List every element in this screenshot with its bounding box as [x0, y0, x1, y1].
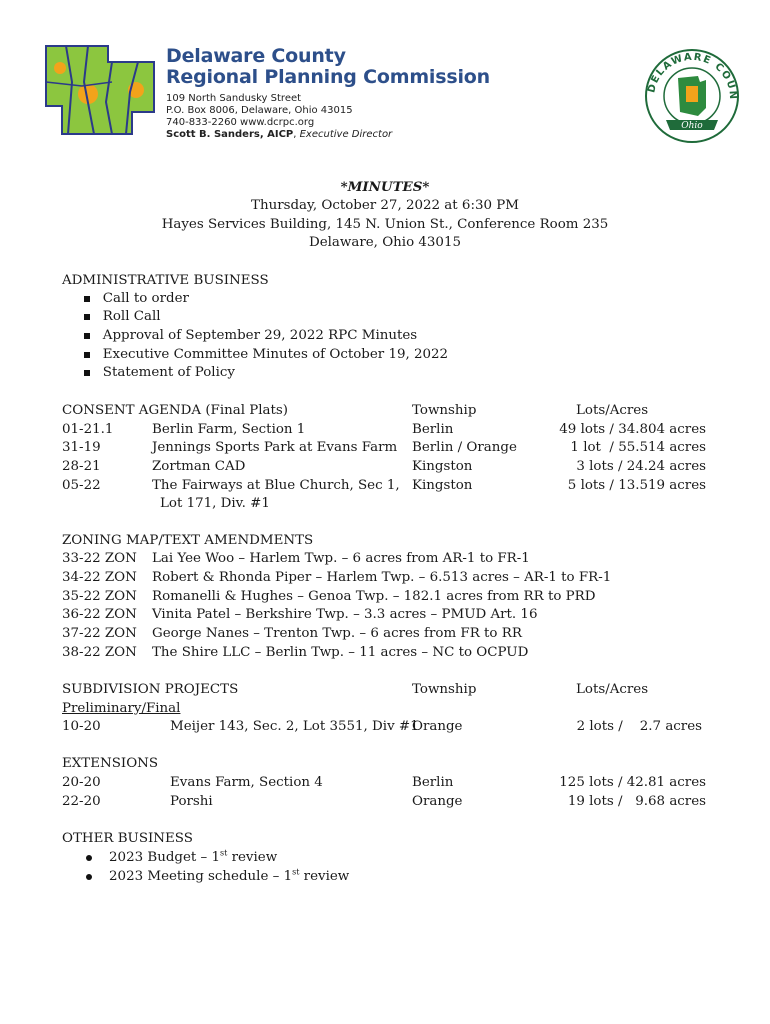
- case-number: 37-22 ZON: [62, 626, 137, 641]
- admin-heading: ADMINISTRATIVE BUSINESS: [62, 273, 269, 288]
- minutes-title: *MINUTES*: [340, 179, 430, 195]
- consent-heading: CONSENT AGENDA (Final Plats): [62, 403, 289, 418]
- zoning-heading: ZONING MAP/TEXT AMENDMENTS: [62, 533, 314, 548]
- meeting-location: Hayes Services Building, 145 N. Union St., Conference Room 235: [161, 217, 609, 232]
- lots-acres: 3 lots / 24.24 acres: [576, 459, 706, 474]
- amendment-text: Robert & Rhonda Piper – Harlem Twp. – 6.513 acres – AR-1 to FR-1: [152, 570, 612, 585]
- square-bullet-icon: [84, 296, 90, 302]
- project-name: Jennings Sports Park at Evans Farm: [152, 440, 398, 455]
- lots-acres: 19 lots / 9.68 acres: [567, 794, 706, 809]
- lots-acres: 1 lot / 55.514 acres: [570, 440, 706, 455]
- subdivision-heading: SUBDIVISION PROJECTS: [62, 682, 239, 697]
- meeting-city: Delaware, Ohio 43015: [308, 235, 461, 250]
- case-number: 33-22 ZON: [62, 551, 137, 566]
- lots-acres: 5 lots / 13.519 acres: [567, 478, 706, 493]
- case-number: 28-21: [62, 459, 101, 474]
- township: Berlin / Orange: [412, 440, 517, 455]
- phone-website: 740-833-2260 www.dcrpc.org: [166, 117, 315, 128]
- case-number: 20-20: [62, 775, 101, 790]
- case-number: 35-22 ZON: [62, 589, 137, 604]
- round-bullet-icon: [86, 855, 92, 861]
- list-item: Statement of Policy: [84, 364, 235, 382]
- project-name: Berlin Farm, Section 1: [152, 422, 306, 437]
- subdivision-col-township: Township: [412, 682, 477, 697]
- address-line2: P.O. Box 8006, Delaware, Ohio 43015: [166, 105, 353, 116]
- square-bullet-icon: [84, 314, 90, 320]
- county-seal: [640, 46, 744, 146]
- list-item: 2023 Meeting schedule – 1st review: [86, 868, 349, 886]
- consent-col-lots: Lots/Acres: [576, 403, 649, 418]
- project-name: The Fairways at Blue Church, Sec 1,: [152, 478, 400, 493]
- consent-col-township: Township: [412, 403, 477, 418]
- lots-acres: 125 lots / 42.81 acres: [559, 775, 706, 790]
- project-name: Meijer 143, Sec. 2, Lot 3551, Div #1: [170, 719, 419, 734]
- township: Kingston: [412, 478, 473, 493]
- list-item: Approval of September 29, 2022 RPC Minutes: [84, 327, 417, 345]
- director-title: Executive Director: [299, 129, 393, 140]
- list-item: Call to order: [84, 290, 189, 308]
- amendment-text: Lai Yee Woo – Harlem Twp. – 6 acres from AR-1 to FR-1: [152, 551, 530, 566]
- project-name-continued: Lot 171, Div. #1: [160, 496, 270, 511]
- org-name-line1: Delaware County: [166, 45, 346, 67]
- preliminary-final-subheading: Preliminary/Final: [62, 701, 181, 716]
- township: Orange: [412, 719, 463, 734]
- square-bullet-icon: [84, 333, 90, 339]
- list-item: 2023 Budget – 1st review: [86, 849, 277, 867]
- meeting-date: Thursday, October 27, 2022 at 6:30 PM: [251, 198, 519, 213]
- subdivision-col-lots: Lots/Acres: [576, 682, 649, 697]
- address-line1: 109 North Sandusky Street: [166, 93, 302, 104]
- seal-text: DELAWARE COUN: [646, 51, 739, 101]
- township: Orange: [412, 794, 463, 809]
- other-heading: OTHER BUSINESS: [62, 831, 193, 846]
- case-number: 01-21.1: [62, 422, 114, 437]
- project-name: Evans Farm, Section 4: [170, 775, 323, 790]
- lots-acres: 49 lots / 34.804 acres: [559, 422, 706, 437]
- director-name: Scott B. Sanders, AICP: [166, 129, 294, 140]
- county-map-logo: [42, 42, 160, 138]
- case-number: 38-22 ZON: [62, 645, 137, 660]
- seal-banner: Ohio: [681, 121, 703, 131]
- amendment-text: Vinita Patel – Berkshire Twp. – 3.3 acres – PMUD Art. 16: [152, 607, 538, 622]
- project-name: Porshi: [170, 794, 213, 809]
- township: Berlin: [412, 422, 454, 437]
- amendment-text: George Nanes – Trenton Twp. – 6 acres from FR to RR: [152, 626, 522, 641]
- case-number: 34-22 ZON: [62, 570, 137, 585]
- round-bullet-icon: [86, 874, 92, 880]
- project-name: Zortman CAD: [152, 459, 246, 474]
- case-number: 22-20: [62, 794, 101, 809]
- lots-acres: 2 lots / 2.7 acres: [576, 719, 702, 734]
- extensions-heading: EXTENSIONS: [62, 756, 159, 771]
- case-number: 05-22: [62, 478, 101, 493]
- list-item: Executive Committee Minutes of October 19, 2022: [84, 346, 448, 364]
- case-number: 31-19: [62, 440, 101, 455]
- township: Kingston: [412, 459, 473, 474]
- org-name-line2: Regional Planning Commission: [166, 66, 490, 88]
- amendment-text: The Shire LLC – Berlin Twp. – 11 acres – NC to OCPUD: [152, 645, 529, 660]
- amendment-text: Romanelli & Hughes – Genoa Twp. – 182.1 acres from RR to PRD: [152, 589, 596, 604]
- square-bullet-icon: [84, 370, 90, 376]
- square-bullet-icon: [84, 352, 90, 358]
- case-number: 36-22 ZON: [62, 607, 137, 622]
- list-item: Roll Call: [84, 308, 161, 326]
- director-line: Scott B. Sanders, AICP, Executive Director: [166, 129, 393, 140]
- township: Berlin: [412, 775, 454, 790]
- case-number: 10-20: [62, 719, 101, 734]
